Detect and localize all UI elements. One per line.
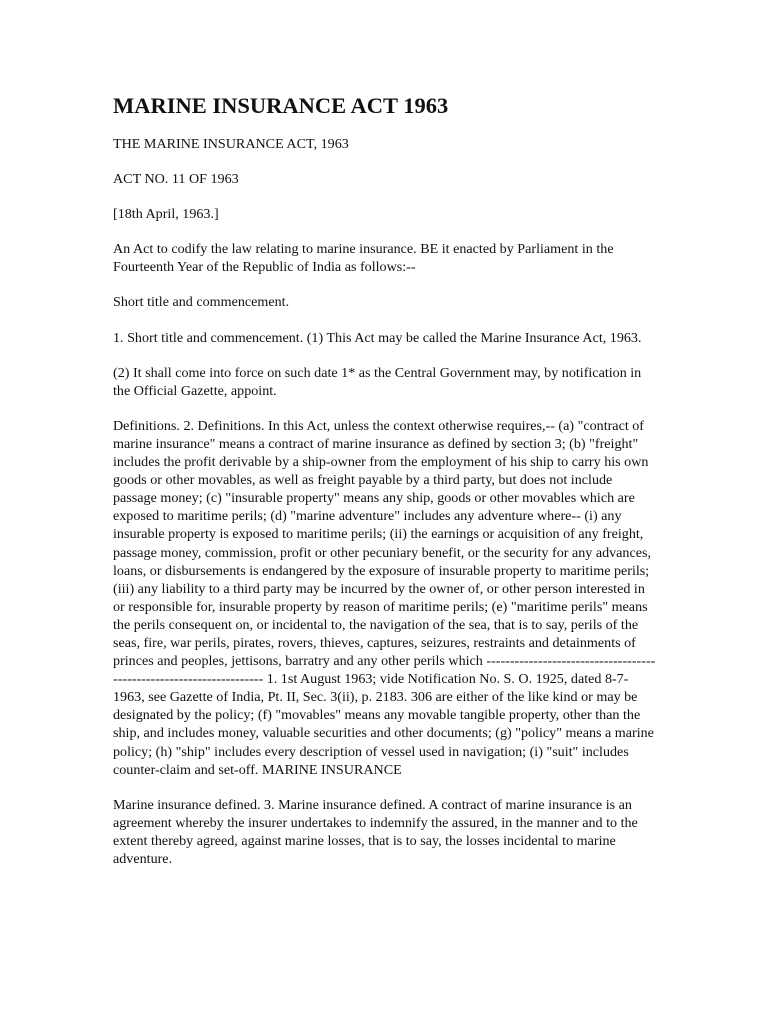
- preamble-paragraph: An Act to codify the law relating to marine insurance. BE it enacted by Parliament in the Fourteenth Year of the Republic of India as follows:--: [113, 241, 614, 276]
- document-body: [113, 92, 658, 885]
- marine-insurance-defined-paragraph: Marine insurance defined. 3. Marine insurance defined. A contract of marine insurance is an agreement whereby the insurer undertakes to indemnify the assured, in the manner and to the extent thereby agreed, against marine losses, that is to say, the losses incidental to marine adventure.: [113, 796, 638, 867]
- section-1-paragraph: 1. Short title and commencement. (1) This Act may be called the Marine Insurance Act, 1963.: [113, 329, 642, 346]
- act-date-line: [18th April, 1963.]: [113, 206, 219, 223]
- act-title-line: THE MARINE INSURANCE ACT, 1963: [113, 136, 349, 152]
- document-title: MARINE INSURANCE ACT 1963: [113, 93, 449, 118]
- definitions-paragraph: Definitions. 2. Definitions. In this Act, unless the context otherwise requires,-- (a) "contract of marine insurance" means a contract of marine insurance as defined by section 3; (b) "freight" includes the profit derivable by a ship-owner from the employment of his ship to carry his own goods or other movables, as well as freight payable by a third party, but does not include passage money; (c) "insurable property" means any ship, goods or other movables which are exposed to maritime perils; (d) "marine adventure" includes any adventure where-- (i) any insurable property is exposed to maritime perils; (ii) the earnings or acquisition of any freight, passage money, commission, profit or other pecuniary benefit, or the security for any advances, loans, or disbursements is endangered by the exposure of insurable property to maritime perils; (iii) any liability to a third party may be incurred by the owner of, or other person interested in or responsible for, insurable property by reason of maritime perils; (e) "maritime perils" means the perils consequent on, or incidental to, the navigation of the sea, that is to say, perils of the seas, fire, war perils, pirates, rovers, thieves, captures, seizures, restraints and detainments of princes and peoples, jettisons, barratry and any other perils which -------------------------------------------------------------------- 1. 1st August 1963; vide Notification No. S. O. 1925, dated 8-7- 1963, see Gazette of India, Pt. II, Sec. 3(ii), p. 2183. 306 are either of the like kind or may be designated by the policy; (f) "movables" means any movable tangible property, other than the ship, and includes money, valuable securities and other documents; (g) "policy" means a marine policy; (h) "ship" includes every description of vessel used in navigation; (i) "suit" includes counter-claim and set-off. MARINE INSURANCE: [113, 417, 656, 778]
- act-number-line: ACT NO. 11 OF 1963: [113, 171, 239, 188]
- section-heading-short-title: Short title and commencement.: [113, 294, 290, 311]
- section-1-2-paragraph: (2) It shall come into force on such date 1* as the Central Government may, by notification in the Official Gazette, appoint.: [113, 364, 642, 399]
